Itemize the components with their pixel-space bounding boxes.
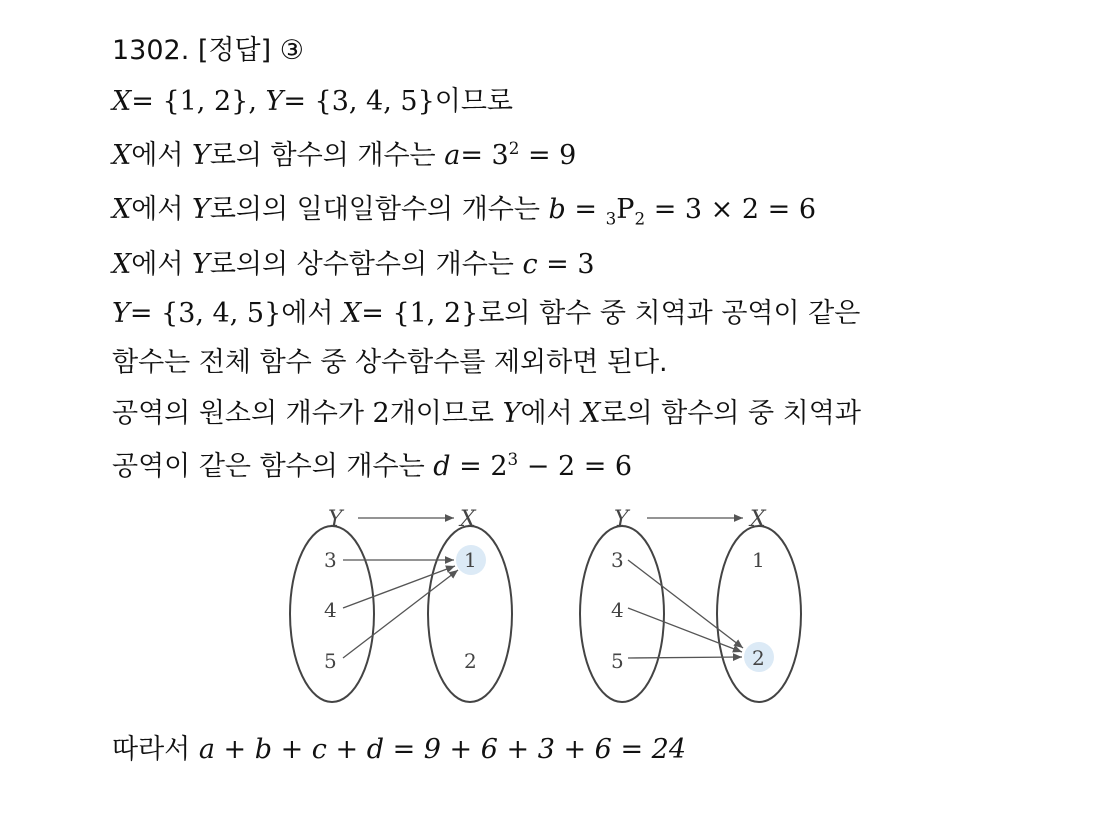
set-x-elements: = {1, 2} [361, 298, 479, 329]
domain-element: 4 [324, 598, 337, 622]
var-x: X [342, 298, 362, 329]
diagram-right [580, 507, 801, 702]
line-all-functions [112, 138, 576, 174]
exponent: 2 [508, 138, 520, 158]
domain-element: 5 [324, 649, 337, 673]
text: 로의의 상수함수의 개수는 [209, 249, 523, 280]
answer-choice: ③ [279, 35, 304, 66]
final-expression: a + b + c + d = 9 + 6 + 3 + 6 = 24 [198, 734, 687, 765]
line-exclude-constant [112, 345, 668, 381]
var-c: c [522, 249, 538, 280]
line-onto-condition [112, 296, 860, 332]
set-x-elements: = {1, 2}, [131, 86, 257, 117]
mapping-arrow [628, 608, 742, 652]
expression-result: = 3 [537, 249, 595, 280]
text: 로의의 일대일함수의 개수는 [209, 194, 549, 225]
var-x: X [112, 249, 132, 280]
var-y: Y [502, 398, 521, 429]
expression: = 2 [450, 451, 508, 482]
mapping-diagrams [270, 500, 830, 715]
line-one-to-one [112, 192, 816, 228]
line-constant-functions [112, 247, 595, 283]
text: 에서 [281, 298, 343, 329]
domain-label: Y [614, 507, 629, 532]
text: 로의 함수의 개수는 [209, 140, 445, 171]
var-x: X [112, 140, 132, 171]
equals: = [565, 194, 606, 225]
problem-number: 1302. [112, 35, 190, 66]
var-y: Y [191, 194, 210, 225]
domain-element: 3 [324, 548, 337, 572]
exponent: 3 [507, 449, 519, 469]
text: 개이므로 [389, 398, 503, 429]
domain-label: Y [328, 507, 343, 532]
var-x: X [112, 86, 132, 117]
text: 에서 [131, 249, 192, 280]
text: 함수는 전체 함수 중 상수함수를 제외하면 된다. [112, 347, 668, 378]
mapping-arrow [628, 657, 742, 658]
permutation-symbol: P [616, 194, 635, 225]
mapping-arrow [628, 560, 743, 648]
domain-element: 3 [611, 548, 624, 572]
codomain-element: 2 [752, 646, 765, 670]
var-b: b [548, 194, 566, 225]
domain-element: 4 [611, 598, 624, 622]
var-x: X [112, 194, 132, 225]
text: 에서 [131, 194, 192, 225]
domain-element: 5 [611, 649, 624, 673]
codomain-label: X [750, 507, 766, 532]
var-a: a [444, 140, 461, 171]
text: 이므로 [434, 86, 514, 117]
permutation-n: 3 [605, 208, 617, 229]
expression: = 3 [460, 140, 509, 171]
problem-header [112, 33, 304, 69]
permutation-r: 2 [634, 208, 646, 229]
mapping-arrow [343, 570, 458, 658]
text: 공역의 원소의 개수가 [112, 398, 373, 429]
answer-label: [정답] [197, 35, 272, 66]
set-y-elements: = {3, 4, 5} [283, 86, 435, 117]
line-conclusion [112, 732, 686, 768]
codomain-element: 1 [752, 548, 765, 572]
number: 2 [372, 398, 390, 429]
expression-result: = 3 × 2 = 6 [645, 194, 817, 225]
expression-result: = 9 [519, 140, 577, 171]
line-sets [112, 84, 513, 120]
text: 공역이 같은 함수의 개수는 [112, 451, 434, 482]
codomain-element: 2 [464, 649, 477, 673]
var-d: d [433, 451, 451, 482]
text: 에서 [520, 398, 582, 429]
codomain-label: X [460, 507, 476, 532]
var-y: Y [265, 86, 284, 117]
set-y-elements: = {3, 4, 5} [129, 298, 282, 329]
text: 로의 함수의 중 치역과 [600, 398, 861, 429]
var-y: Y [191, 249, 210, 280]
var-y: Y [112, 298, 130, 329]
var-x: X [581, 398, 601, 429]
text: 로의 함수 중 치역과 공역이 같은 [478, 298, 861, 329]
text: 에서 [131, 140, 192, 171]
line-onto-count [112, 449, 632, 485]
var-y: Y [191, 140, 210, 171]
expression-result: − 2 = 6 [518, 451, 633, 482]
mapping-arrow [343, 566, 455, 608]
line-codomain-size [112, 396, 861, 432]
text: 따라서 [112, 734, 199, 765]
diagram-left [290, 507, 512, 702]
codomain-element: 1 [464, 548, 477, 572]
